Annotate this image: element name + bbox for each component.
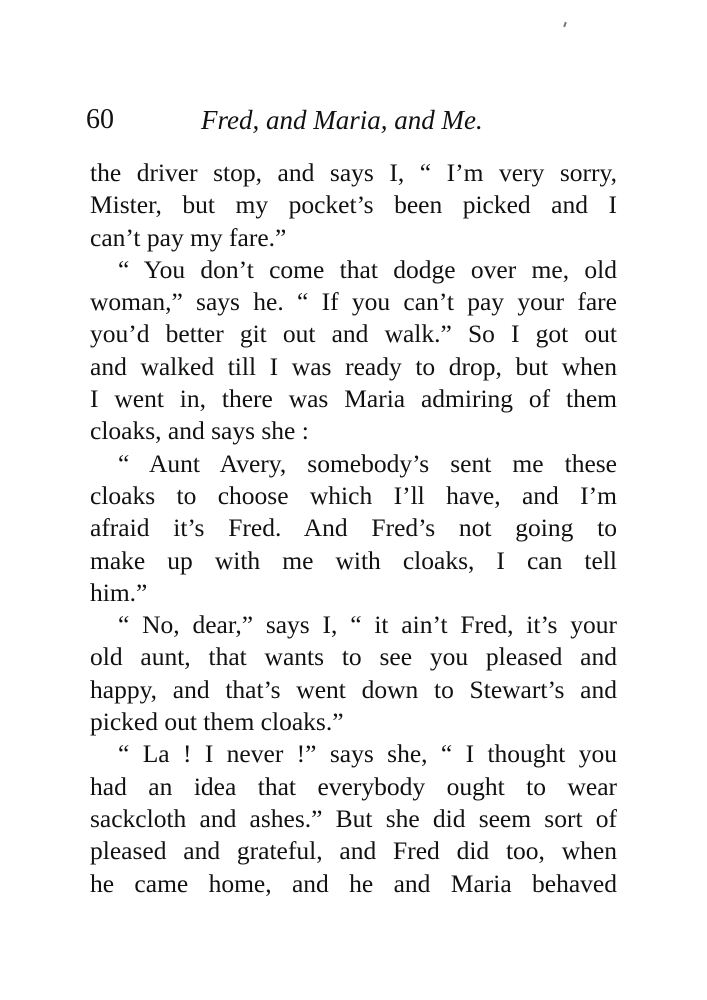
body-text — [90, 157, 617, 900]
text-line: happy, and that’s went down to Stewart’s and — [90, 674, 617, 704]
text-line: he came home, and he and Maria behaved — [90, 868, 617, 898]
text-line: him.” — [90, 577, 148, 607]
text-line: picked out them cloaks.” — [90, 707, 344, 737]
text-line: “ No, dear,” says I, “ it ain’t Fred, it’s your — [118, 610, 617, 640]
text-line: make up with me with cloaks, I can tell — [90, 545, 617, 575]
text-line: “ Aunt Avery, somebody’s sent me these — [118, 448, 617, 478]
running-title: Fred, and Maria, and Me. — [201, 105, 483, 135]
text-line: pleased and grateful, and Fred did too, when — [90, 836, 617, 866]
text-line: I went in, there was Maria admiring of them — [90, 384, 617, 414]
page-number: 60 — [86, 104, 114, 135]
running-head — [86, 100, 616, 140]
text-line: old aunt, that wants to see you pleased and — [90, 642, 617, 672]
text-line: the driver stop, and says I, “ I’m very sorry, — [90, 158, 617, 187]
text-line: afraid it’s Fred. And Fred’s not going to — [90, 513, 617, 543]
text-line: “ You don’t come that dodge over me, old — [118, 254, 617, 284]
text-line: cloaks to choose which I’ll have, and I’m — [90, 480, 617, 510]
text-line: you’d better git out and walk.” So I got out — [90, 319, 617, 349]
text-line: Mister, but my pocket’s been picked and I — [90, 190, 617, 220]
text-line: can’t pay my fare.” — [90, 222, 287, 252]
text-line: and walked till I was ready to drop, but when — [90, 351, 617, 381]
text-line: woman,” says he. “ If you can’t pay your fare — [90, 287, 617, 317]
text-line: sackcloth and ashes.” But she did seem sort of — [90, 803, 617, 833]
text-line: had an idea that everybody ought to wear — [90, 771, 617, 801]
paper-speck — [563, 22, 567, 27]
text-line: cloaks, and says she : — [90, 416, 309, 446]
text-line: “ La ! I never !” says she, “ I thought you — [118, 739, 617, 769]
